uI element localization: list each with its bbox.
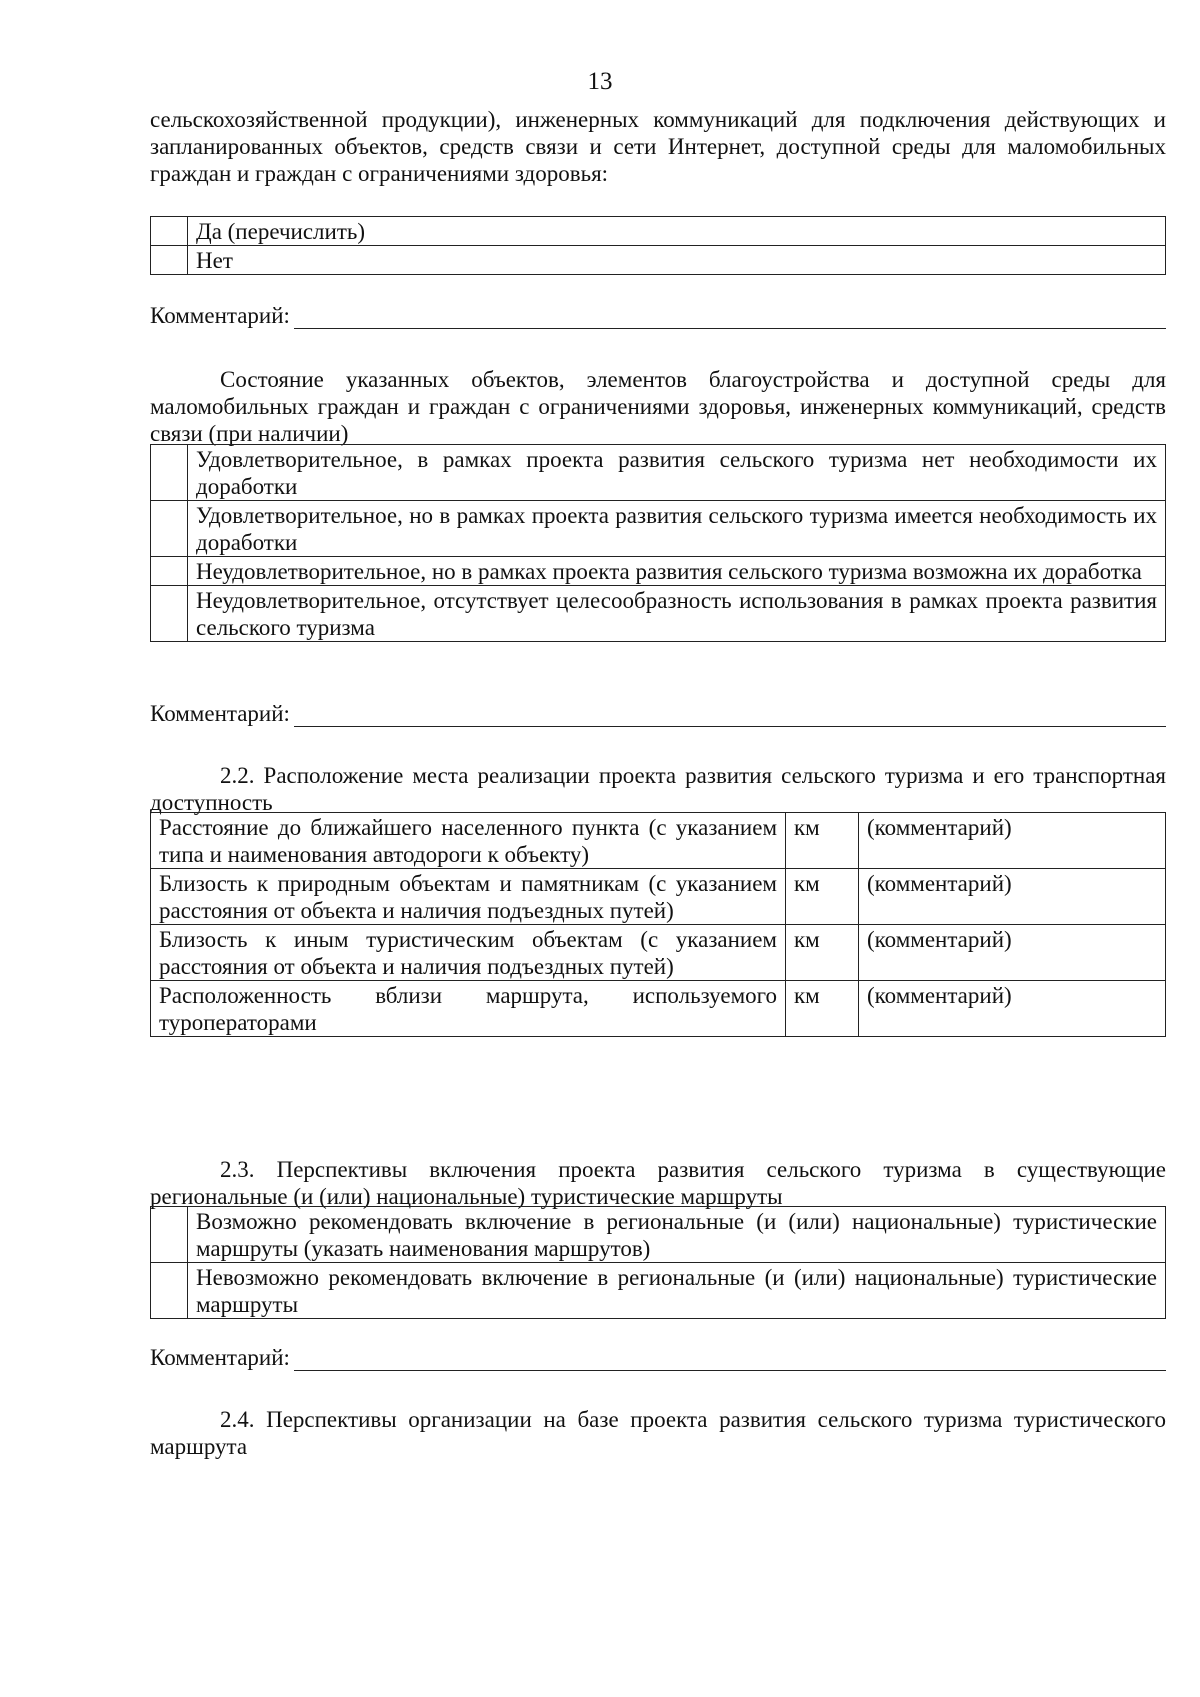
state-options-table — [150, 444, 1166, 642]
comment-line[interactable] — [294, 1348, 1166, 1371]
location-label: Расстояние до ближайшего населенного пункта (с указанием типа и наименования автодороги к объекту) — [151, 813, 786, 869]
option-label: Неудовлетворительное, но в рамках проекта развития сельского туризма возможна их доработка — [188, 557, 1166, 586]
unit-cell[interactable]: км — [786, 925, 859, 981]
comment-line[interactable] — [294, 704, 1166, 727]
table-row — [151, 925, 1166, 981]
table-row — [151, 869, 1166, 925]
section-2-4-heading: 2.4. Перспективы организации на базе проекта развития сельского туризма туристического маршрута — [150, 1407, 1166, 1459]
checkbox-cell[interactable] — [151, 445, 188, 501]
comment-label: Комментарий: — [150, 701, 290, 726]
comment-label: Комментарий: — [150, 303, 290, 328]
option-label: Невозможно рекомендовать включение в региональные (и (или) национальные) туристические маршруты — [188, 1263, 1166, 1319]
table-row — [151, 981, 1166, 1037]
location-label: Близость к иным туристическим объектам (с указанием расстояния от объекта и наличия подъездных путей) — [151, 925, 786, 981]
unit-cell[interactable]: км — [786, 869, 859, 925]
table-row — [151, 246, 1166, 275]
comment-field-3[interactable] — [150, 1344, 1166, 1371]
checkbox-cell[interactable] — [151, 1207, 188, 1263]
comment-field-1[interactable] — [150, 302, 1166, 329]
table-row — [151, 501, 1166, 557]
table-row — [151, 445, 1166, 501]
page-number: 13 — [587, 68, 613, 95]
section-2-2-heading: 2.2. Расположение места реализации проекта развития сельского туризма и его транспортная доступность — [150, 763, 1166, 815]
table-row — [151, 813, 1166, 869]
option-label: Да (перечислить) — [188, 217, 1166, 246]
table-row — [151, 586, 1166, 642]
location-table — [150, 812, 1166, 1037]
comment-cell[interactable]: (комментарий) — [859, 813, 1166, 869]
checkbox-cell[interactable] — [151, 501, 188, 557]
route-options-table — [150, 1206, 1166, 1319]
comment-label: Комментарий: — [150, 1345, 290, 1370]
location-label: Расположенность вблизи маршрута, используемого туроператорами — [151, 981, 786, 1037]
section-2-3-heading: 2.3. Перспективы включения проекта развития сельского туризма в существующие региональные (и (или) национальные) туристические маршруты — [150, 1157, 1166, 1209]
option-label: Неудовлетворительное, отсутствует целесообразность использования в рамках проекта развития сельского туризма — [188, 586, 1166, 642]
comment-cell[interactable]: (комментарий) — [859, 869, 1166, 925]
option-label: Удовлетворительное, но в рамках проекта развития сельского туризма имеется необходимость их доработки — [188, 501, 1166, 557]
option-label: Удовлетворительное, в рамках проекта развития сельского туризма нет необходимости их доработки — [188, 445, 1166, 501]
comment-field-2[interactable] — [150, 700, 1166, 727]
checkbox-cell[interactable] — [151, 586, 188, 642]
checkbox-cell[interactable] — [151, 557, 188, 586]
table-row — [151, 1207, 1166, 1263]
location-label: Близость к природным объектам и памятникам (с указанием расстояния от объекта и наличия подъездных путей) — [151, 869, 786, 925]
comment-cell[interactable]: (комментарий) — [859, 925, 1166, 981]
option-label: Возможно рекомендовать включение в региональные (и (или) национальные) туристические маршруты (указать наименования маршрутов) — [188, 1207, 1166, 1263]
table-row — [151, 217, 1166, 246]
unit-cell[interactable]: км — [786, 813, 859, 869]
checkbox-cell[interactable] — [151, 246, 188, 275]
table-row — [151, 1263, 1166, 1319]
table-row — [151, 557, 1166, 586]
comment-cell[interactable]: (комментарий) — [859, 981, 1166, 1037]
options-table-1 — [150, 216, 1166, 275]
checkbox-cell[interactable] — [151, 1263, 188, 1319]
option-label: Нет — [188, 246, 1166, 275]
checkbox-cell[interactable] — [151, 217, 188, 246]
intro-paragraph: сельскохозяйственной продукции), инженерных коммуникаций для подключения действующих и запланированных объектов, средств связи и сети Интернет, доступной среды для маломобильных граждан и граждан с ограничениями здоровья: — [150, 107, 1166, 186]
unit-cell[interactable]: км — [786, 981, 859, 1037]
state-heading: Состояние указанных объектов, элементов благоустройства и доступной среды для маломобильных граждан и граждан с ограничениями здоровья, инженерных коммуникаций, средств связи (при наличии) — [150, 367, 1166, 446]
comment-line[interactable] — [294, 306, 1166, 329]
